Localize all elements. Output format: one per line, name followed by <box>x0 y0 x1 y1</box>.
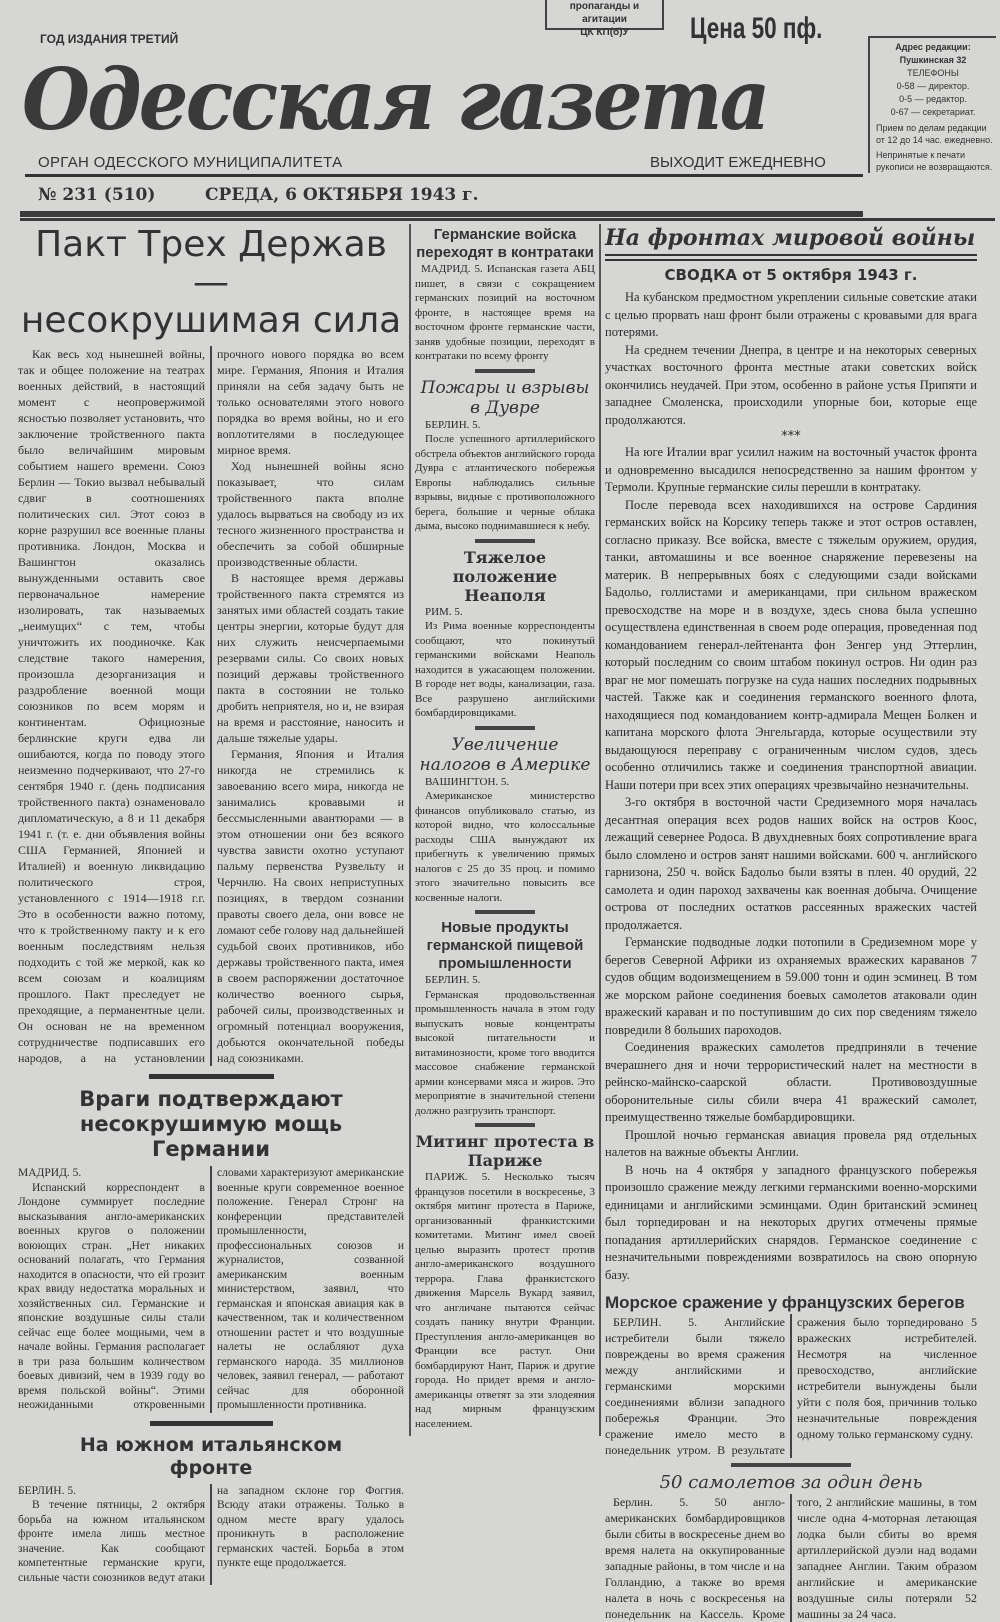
dateline: ВАШИНГТОН. 5. <box>425 775 510 788</box>
phone-director: 0-58 — директор. <box>896 81 970 91</box>
asterism: *** <box>781 429 801 444</box>
news-text: Из Рима военные корреспонденты сообщают, что покинутый германскими войсками Неаполь находится в ужасающем положении. В городе нет воды, канализации, газа. Все разрушено английскими бомбардировщиками. <box>415 620 595 719</box>
separator-bar <box>149 1074 274 1079</box>
paragraph: Прошлой ночью германская авиация провела ряд отдельных налетов на важные объекты Англии. <box>605 1127 977 1159</box>
publication-year: ГОД ИЗДАНИЯ ТРЕТИЙ <box>40 32 179 46</box>
separator-bar <box>475 1123 535 1127</box>
news-title: Тяжелое положение Неаполя <box>452 547 558 605</box>
paragraph: В настоящее время державы тройственного пакта стремятся из занятых ими областей создать такие центры энергии, которые будут для них служить неисчерпаемыми резервами силы. Со своих новых позиций державы тройственного пакта в состоянии не только дробить неприятеля, но и, не взирая на время и расстояние, наносить и дальше тяжелые удары. <box>217 571 404 745</box>
paragraph: 3-го октября в восточной части Средиземного моря началась десантная операция всех родов наших войск на остров Коос, лежащий севернее Родоса. В двухдневных боях сопротивление врага было сломлено и остров занят нашими войсками. 600 ч. английского гарнизона, 250 ч. войск Бадольо были взяты в плен. 40 орудий, 22 самолета и один пароход захвачены как военная добыча. Очищение острова от последних остатков рассеянных вражеских частей продолжается. <box>605 795 977 932</box>
paragraph: Германия, Япония и Италия никогда не стремились к завоеванию всего мира, никогда не занимались кровавыми и бессмысленными авантюрами — в этом отношении они без всякого чувства зависти охотно уступают пальму первенства Рузвельту и Черчилю. На своих неприступных позициях, в твердом сознании правоты своего дела, они вовсе не ломают себе голову над дальнейшей судьбой своих противников, ибо державы тройственного пакта, имея в своем распоряжении достаточное количество военного сырья, рабочей силы, производственных и огромный потенциал вооружения, добьются окончательной победы над союзниками. <box>217 747 404 1065</box>
separator-bar <box>475 726 535 730</box>
article-title: несокрушимая сила <box>20 300 402 341</box>
issue-date: СРЕДА, 6 ОКТЯБРЯ 1943 г. <box>205 185 479 205</box>
article-italy <box>18 1434 404 1586</box>
news-item <box>415 226 595 364</box>
separator-bar <box>475 369 535 373</box>
article-title: Враги подтверждают <box>79 1087 343 1111</box>
news-text: Американское министерство финансов опубликовало статью, из которой видно, что колоссальные расходы США вынуждают их прибегнуть к увеличению прямых налогов с 25 до 35 проц. и помимо этого значительно повысить все косвенные налоги. <box>415 790 595 904</box>
news-item <box>415 548 595 721</box>
article-italy-body <box>18 1484 404 1586</box>
article-title: Морское сражение у французских берегов <box>605 1293 965 1312</box>
column-divider <box>409 224 411 1436</box>
issue-number: № 231 (510) <box>38 185 156 205</box>
dateline: БЕРЛИН. 5. <box>425 974 481 986</box>
separator-bar <box>731 1463 851 1467</box>
paragraph: Германские подводные лодки потопили в Средиземном море у берегов Северной Африки из охраняемых вражеских караванов 7 судов общим водоизмещением в 59.000 тонн и один эсминец. В том же морском районе соединения боевых самолетов атаковали один вражеский караван и по поступившим до сих пор сведениям тяжело повредили 8 больших пароходов. <box>605 935 977 1037</box>
news-title: Митинг протеста в Париже <box>415 1132 595 1170</box>
column-divider <box>599 224 601 1436</box>
office-hours: Прием по делам редакции от 12 до 14 час. ежедневно. <box>876 123 993 145</box>
news-title: Пожары и взрывы в Дувре <box>420 377 590 418</box>
separator-bar <box>475 910 535 914</box>
header-rule <box>20 218 995 221</box>
article-title: несокрушимую мощь Германии <box>79 1112 343 1161</box>
masthead-title: Одесская газета <box>22 50 768 149</box>
left-column <box>18 226 404 1585</box>
news-item <box>415 1132 595 1431</box>
article-pact <box>18 226 404 1066</box>
header-thick-rule <box>20 211 863 217</box>
paragraph: Испанский корреспондент в Лондоне суммирует последние высказывания англо-американских военных кругов о положении воюющих стран. „Нет никаких оснований полагать, что Германия находится в опасности, что ей грозит крах ввиду недостатка моральных и хозяйственных сил. Германские и японские воздушные силы стали сейчас еще более мощными, чем в начале войны. Германия располагает в три раза большим количеством боевых дивизий, чем в 1939 году во время польской войны“. Этими неожиданными откровенными словами характеризуют американские военные круги современное военное положение. Генерал Стронг на конференции представителей промышленности, профессиональных союзов и журналистов, созванной американским военным министерством, заявил, что германская и японская авиация как в качественном, так и количественном отношении растет и что воздушные налеты не ослабляют духа германского народа. 35 миллионов человек, заявил генерал, — работают сейчас для оборонной промышленности противника. <box>18 1167 404 1411</box>
paragraph: Ход нынешней войны ясно показывает, что силам тройственного пакта вполне удалось вырваться на свободу из их тесного жизненного пространства и обеспечить за собой обширные производственные области. <box>217 459 404 569</box>
paragraph: На кубанском предмостном укреплении сильные советские атаки с целью прорвать наш фронт были отражены с кровавыми для врага потерями. <box>605 290 977 339</box>
header-rule <box>25 174 863 177</box>
archive-stamp <box>545 0 664 38</box>
news-text: МАДРИД. 5. Испанская газета АБЦ пишет, в связи с сокращением германских позиций на восточном фронте, в настоящее время на восточном фронте германские части, заняв удобные позиции, переходят в контратаки по всему фронту <box>415 263 595 362</box>
article-title: фронте <box>169 1456 253 1479</box>
paragraph: В ночь на 4 октября у западного французского побережья произошло сражение между легкими германскими военно-морскими единицами и английскими эсминцами. Один британский эсминец был торпедирован и на некоторых других отмечены прямые попадания артиллерийских снарядов. Германское соединение с незначительными повреждениями возвратилось на свою опорную базу. <box>605 1162 977 1282</box>
news-title: Германские войска переходят в контратаки <box>416 226 594 261</box>
article-sea-battle-body <box>605 1314 977 1458</box>
news-text: Германская продовольственная промышленность начала в этом году выпускать новые концентраты высокой питательности и витаминозности, кроме того вводится массовое снабжение германской армии консервами мяса и жиров. Это мероприятие в значительной степени должно разгрузить транспорт. <box>415 988 595 1117</box>
dateline: БЕРЛИН. 5. <box>425 418 481 431</box>
manuscripts-note: Непринятые к печати рукописи не возвращаются. <box>876 150 993 172</box>
stamp-line: ЦК КП(б)У <box>580 27 629 38</box>
news-title: Увеличение налогов в Америке <box>419 734 591 775</box>
section-rule <box>605 254 977 256</box>
summary-heading: СВОДКА от 5 октября 1943 г. <box>664 266 918 284</box>
article-pact-body <box>18 346 404 1066</box>
stamp-line: пропаганды и агитации <box>569 1 640 25</box>
article-enemies-body <box>18 1166 404 1413</box>
news-text: ПАРИЖ. 5. Несколько тысяч французов посетили в воскресенье, 3 октября митинг протеста в Париже, организованный франкистскими комитетами. Митинг имел своей целью выразить протест против англо-американского воздушного террора. Глава франкистского движения Марсель Вукард заявил, что англичане пытаются сейчас создать панику внутри Франции. Преступления англо-американцев во Франции все растут. Они бомбардируют Нант, Париж и другие города. Но придет время и англо-американцы ответят за эти злодеяния над мирным французским населением. <box>415 1171 595 1430</box>
section-rule <box>605 259 977 261</box>
news-title: Новые продукты германской пищевой промышленности <box>426 919 584 972</box>
address-street: Пушкинская 32 <box>899 55 967 65</box>
news-item <box>415 919 595 1118</box>
article-title: На южном итальянском <box>79 1433 343 1456</box>
phones-label: ТЕЛЕФОНЫ <box>907 68 959 78</box>
paragraph: Соединения вражеских самолетов предприняли в течение вчерашнего дня и ночи террористический налет на местности в рейнско-майнско-саарской области. Противовоздушные оборонительные силы сбили вчера 41 вражеский самолет, преимущественно тяжелые бомбардировщики. <box>605 1040 977 1124</box>
dateline: БЕРЛИН. 5. <box>18 1484 76 1497</box>
phone-secretariat: 0-67 — секретариат. <box>890 107 976 117</box>
paragraph: В течение пятницы, 2 октября борьба на южном итальянском фронте имела лишь местное значение. Как сообщают компетентные германские круги, сильные части союзников ведут атаки на западном склоне гор Фоггия. Всюду атаки отражены. Только в одном месте врагу удалось проникнуть в расположение германских частей. Борьба в этом пункте еще продолжается. <box>18 1484 404 1584</box>
section-title: На фронтах мировой войны <box>605 225 976 251</box>
paragraph: После перевода всех находившихся на острове Сардиния германских войск на Корсику теперь также и этот остров оставлен, согласно приказу. Все войска, вместе с тяжелым оружием, орудия, танки, автомашины и все военное снаряжение перевезены на материк. В непрерывных боях с следующими сзади войсками Бадольо, голлистами и американцами, при сильном вражеском превосходстве на море и в воздухе, здесь снова была успешно осуществлена единственная в своем роде операция, проведенная под командованием генерал-лейтенанта фон Зенгер унд Эттерлин, который последним со своим штабом покинул остров. Ни один раз враг не мог помешать погрузке на суда наших последних подрывных частей. Также как и соединения германского военного флота, находящиеся под командованием контр-адмирала Мещен Болкен и капитана морского флота Энгельгарда, которые осуществили эту выдающуюся переправу с ограниченным числом судов, здесь особенно отличились также и соединения транспортной авиации. Наши потери при всех этих операциях чрезвычайно незначительны. <box>605 497 977 792</box>
organ-subtitle: ОРГАН ОДЕССКОГО МУНИЦИПАЛИТЕТА <box>38 154 343 171</box>
dateline: МАДРИД. 5. <box>18 1167 82 1179</box>
editorial-address-box <box>868 36 996 173</box>
paragraph: Берлин. 5. 50 англо-американских бомбардировщиков были сбиты в воскресенье днем во время налета на оккупированные западные районы, в том числе и на Голландию, а также во время налета в ночь с воскресенья на понедельник на Кассель. Кроме того, 2 английские машины, в том числе одна 4-моторная летающая лодка были сбиты во время артиллерийской дуэли над водами западнее Англии. Таким образом английские и американские воздушные силы потеряли 52 машины за 24 часа. <box>605 1495 977 1621</box>
article-title: Пакт Трех Держав— <box>35 224 387 303</box>
phone-editor: 0-5 — редактор. <box>899 94 967 104</box>
article-title: 50 самолетов за один день <box>659 1472 923 1493</box>
right-column <box>605 224 977 1622</box>
middle-column <box>415 226 595 1431</box>
news-text: После успешного артиллерийского обстрела объектов английского города Дувра с атлантического побережья Европы наблюдались сильные взрывы, видные с противоположного берега, большие и черные облака дыма, высоко поднимавшиеся к небу. <box>415 433 595 532</box>
paragraph: На юге Италии враг усилил нажим на восточный участок фронта и одновременно высадился непосредственно за нашим фронтом у Термоли. Крупные германские силы перешли в контратаку. <box>605 445 977 494</box>
address-label: Адрес редакции: <box>895 42 971 52</box>
news-item <box>415 378 595 534</box>
separator-bar <box>475 539 535 543</box>
paragraph: БЕРЛИН. 5. Английские истребители были тяжело повреждены во время сражения между английскими и германскими морскими соединениями вблизи западного побережья Франции. Это сражение имело место в понедельник утром. В результате сражения было торпедировано 5 вражеских истребителей. Несмотря на численное превосходство, английские истребители вынуждены были уйти с поля боя, причинив только незначительные повреждения одному только германскому судну. <box>605 1315 977 1457</box>
price: Цена 50 пф. <box>690 12 823 45</box>
article-enemies <box>18 1087 404 1413</box>
separator-bar <box>150 1421 273 1426</box>
dateline: РИМ. 5. <box>425 605 463 618</box>
paragraph: На среднем течении Днепра, в центре и на некоторых северных участках восточного фронта местные атаки советских войск окончились неудачей. При этом, особенно в районе устья Припяти и западнее Смоленска, происходили упорные бои, которые еще продолжаются. <box>605 342 977 427</box>
news-item <box>415 735 595 906</box>
frequency-note: ВЫХОДИТ ЕЖЕДНЕВНО <box>650 154 826 171</box>
paragraph: Как весь ход нынешней войны, так и общее положение на театрах военных действий, в настоящий момент с неопровержимой ясностью позволяет установить, что заключение тройственного пакта было величайшим мировым событием нашего времени. Союз Берлин — Токио вызвал небывалый сдвиг в соотношениях политических сил. Этот союз в корне разрушил все военные планы противника. Лондон, Москва и Вашингтон оказались вынужденными оставить свое первоначальное намерение изолировать, так называемых „неимущих“ с тем, чтобы уничтожить их поодиночке. Как следствие такого намерения, произошла дезорганизация и раздробление военной мощи союзников по всем морям и континентам. Официозные берлинские круги едва ли ошибаются, когда по поводу этого неизменно подчеркивают, что 27-го сентября 1940 г. (день подписания тройственного пакта) ознаменовало дипломатическую, а 8 и 11 декабря 1941 г. (т. е. дни объявления войны США Германией, Японией и Италией) и военную ликвидацию политического строя, установленного с 1914—1918 г.г. Это в особенности важно потому, что к тройственному пакту и к его военным последствиям нельзя подходить с той же меркой, как ко всем союзам и коалициям прошлого. Пакт преследует не преходящие, а перманентные цели. Он основан не на временном сотрудничестве подписавших его народов, а на установлении прочного нового порядка во всем мире. Германия, Япония и Италия приняли на себя задачу быть не только основателями этого нового порядка во время войны, но и его воплотителями в последующее мирное время. <box>18 347 404 1065</box>
article-planes-body <box>605 1494 977 1622</box>
